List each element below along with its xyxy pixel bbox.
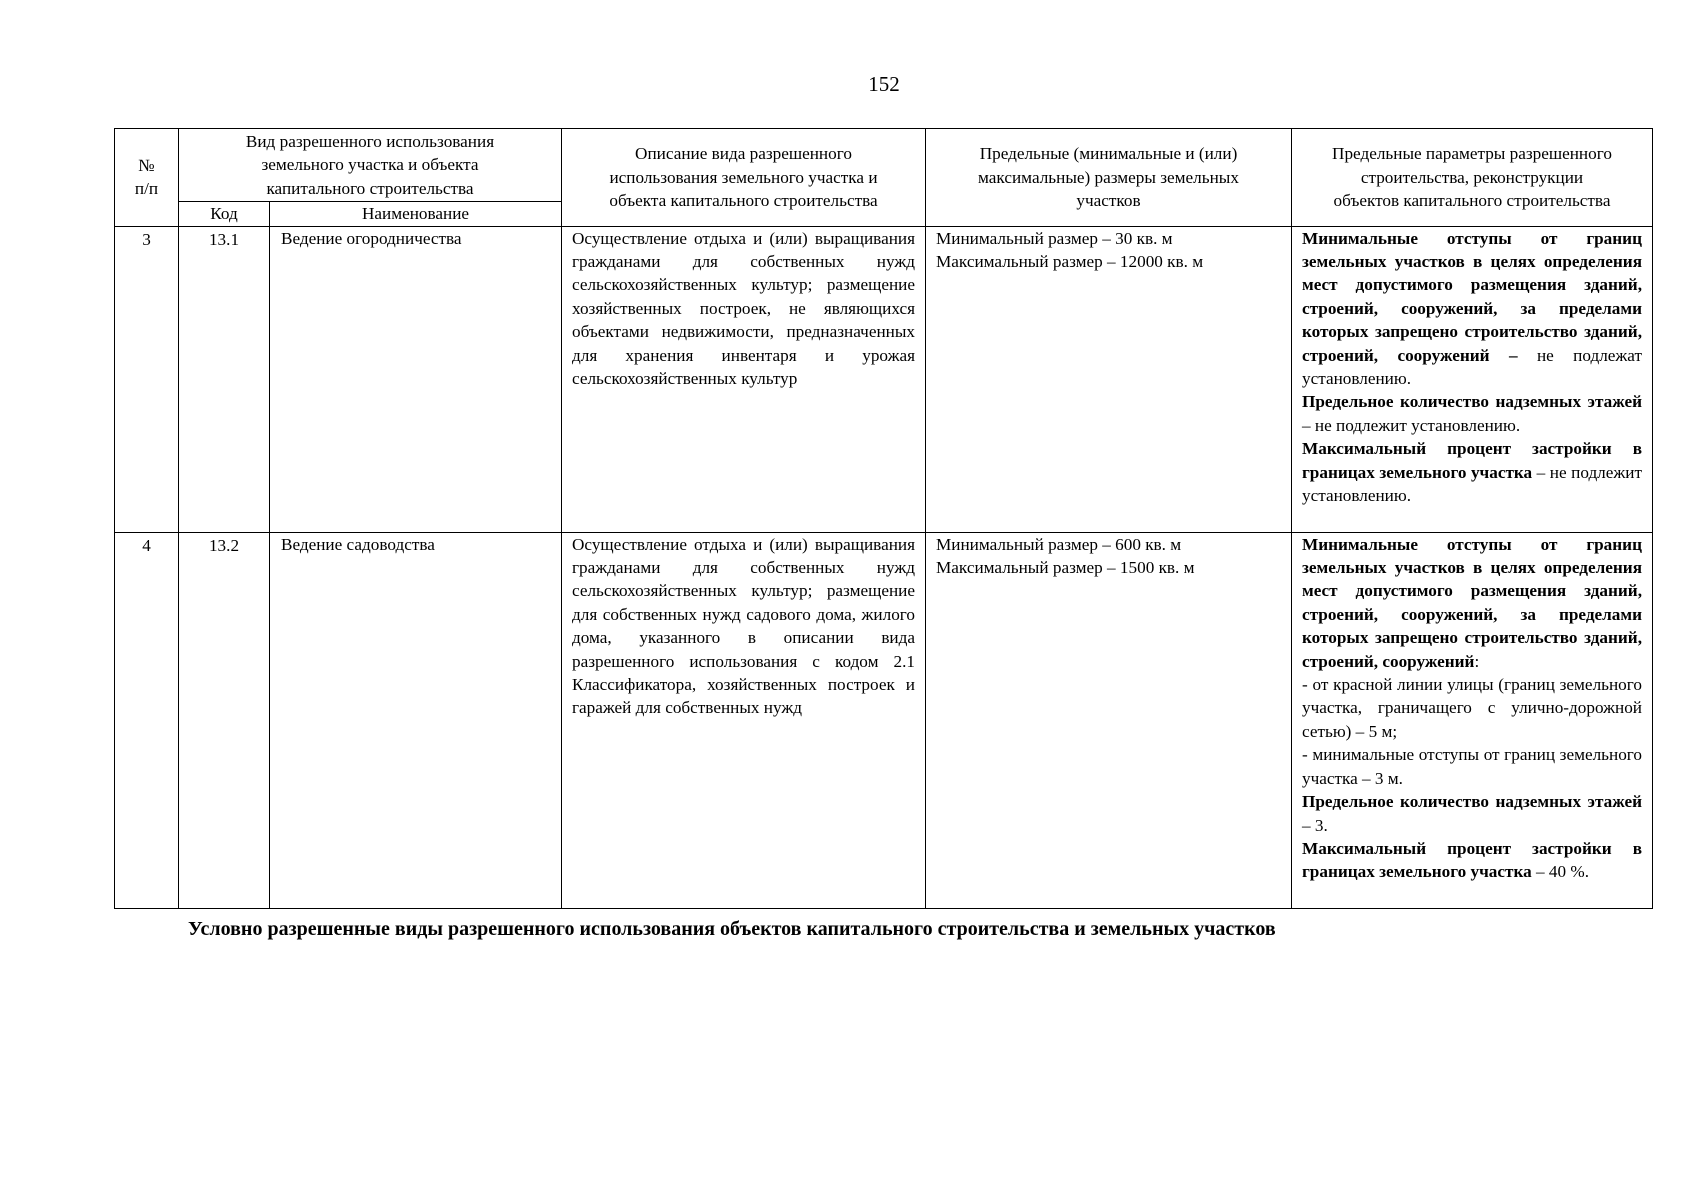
land-use-table	[114, 128, 1653, 909]
row-code: 13.1	[179, 226, 270, 532]
header-description	[562, 129, 926, 227]
header-name: Наименование	[270, 202, 562, 226]
header-vid-group	[179, 129, 562, 202]
header-num	[115, 129, 179, 227]
param-setbacks-value: не подлежат установлению.	[1302, 345, 1642, 389]
header-vid-line: Вид разрешенного использования	[245, 132, 495, 151]
row-code: 13.2	[179, 532, 270, 908]
section-title: Условно разрешенные виды разрешенного использования объектов капитального строительства и земельных участков	[188, 918, 1276, 940]
header-description-line: Описание вида разрешенного	[635, 144, 852, 164]
row-params	[1292, 226, 1653, 532]
header-code: Код	[179, 202, 270, 226]
param-setback-street-value: - от красной линии улицы (границ земельного участка, граничащего с улично-дорожной сетью) – 5 м;	[1302, 675, 1642, 741]
row-sizes	[926, 532, 1292, 908]
row-name: Ведение садоводства	[270, 532, 562, 908]
header-params-line: объектов капитального строительства	[1333, 191, 1611, 211]
size-min: Минимальный размер – 30 кв. м	[936, 228, 1173, 248]
row-params	[1292, 532, 1653, 908]
param-setbacks-label: Минимальные отступы от границ земельных участков в целях определения мест допустимого размещения зданий, строений, сооружений, за пределами которых запрещено строительство зданий, строений, сооружений	[1302, 534, 1642, 671]
param-setback-boundary-value: - минимальные отступы от границ земельного участка – 3 м.	[1302, 745, 1642, 788]
param-floors	[1302, 790, 1642, 837]
param-coverage	[1302, 437, 1642, 507]
header-num-line: п/п	[134, 179, 159, 199]
param-floors-label: Предельное количество надземных этажей	[1302, 392, 1642, 412]
header-num-line: №	[138, 155, 155, 175]
row-sizes	[926, 226, 1292, 532]
description-text: Осуществление отдыха и (или) выращивания гражданами для собственных нужд сельскохозяйственных культур; размещение хозяйственных построек, не являющихся объектами недвижимости, предназначенных для хранения инвентаря и урожая сельскохозяйственных культур	[572, 228, 915, 389]
header-vid-line: капитального строительства	[266, 178, 474, 198]
param-floors-value: – 3.	[1302, 815, 1328, 835]
param-coverage-value: – не подлежит установлению.	[1302, 462, 1642, 506]
table-row	[115, 226, 1653, 532]
param-coverage-value: – 40 %.	[1531, 862, 1590, 882]
header-vid-line: земельного участка и объекта	[261, 155, 479, 175]
row-description	[562, 532, 926, 908]
row-num: 4	[115, 532, 179, 908]
table-row	[115, 532, 1653, 908]
param-floors	[1302, 390, 1642, 437]
header-sizes-line: Предельные (минимальные и (или)	[979, 144, 1238, 164]
size-min: Минимальный размер – 600 кв. м	[936, 534, 1182, 554]
param-setbacks	[1302, 227, 1642, 391]
header-params	[1292, 129, 1653, 227]
param-coverage	[1302, 837, 1642, 884]
param-setbacks-value: :	[1474, 651, 1480, 671]
param-floors-value: – не подлежит установлению.	[1302, 415, 1521, 435]
header-sizes-line: участков	[1076, 191, 1141, 211]
description-text: Осуществление отдыха и (или) выращивания гражданами для собственных нужд сельскохозяйственных культур; размещение для собственных нужд садового дома, жилого дома, указанного в описании вида разрешенного использования с кодом 2.1 Классификатора, хозяйственных построек и гаражей для собственных нужд	[572, 534, 915, 718]
page-number: 152	[868, 72, 900, 96]
param-coverage-label: Максимальный процент застройки в границах земельного участка	[1302, 439, 1642, 482]
header-description-line: использования земельного участка и	[609, 167, 878, 187]
size-max: Максимальный размер – 1500 кв. м	[936, 558, 1195, 578]
row-name: Ведение огородничества	[270, 226, 562, 532]
param-floors-label: Предельное количество надземных этажей	[1302, 792, 1642, 812]
param-setbacks	[1302, 533, 1642, 673]
header-params-line: строительства, реконструкции	[1360, 167, 1584, 187]
header-description-line: объекта капитального строительства	[609, 191, 878, 211]
param-coverage-label: Максимальный процент застройки в границах земельного участка	[1302, 838, 1642, 882]
header-sizes-line: максимальные) размеры земельных	[978, 167, 1239, 187]
param-setback-boundary	[1302, 743, 1642, 790]
param-setback-street	[1302, 673, 1642, 743]
header-sizes	[926, 129, 1292, 227]
row-description	[562, 226, 926, 532]
size-max: Максимальный размер – 12000 кв. м	[936, 252, 1204, 272]
row-num: 3	[115, 226, 179, 532]
param-setbacks-label: Минимальные отступы от границ земельных участков в целях определения мест допустимого размещения зданий, строений, сооружений, за пределами которых запрещено строительство зданий, строений, сооружений –	[1302, 228, 1642, 365]
header-params-line: Предельные параметры разрешенного	[1332, 144, 1612, 164]
